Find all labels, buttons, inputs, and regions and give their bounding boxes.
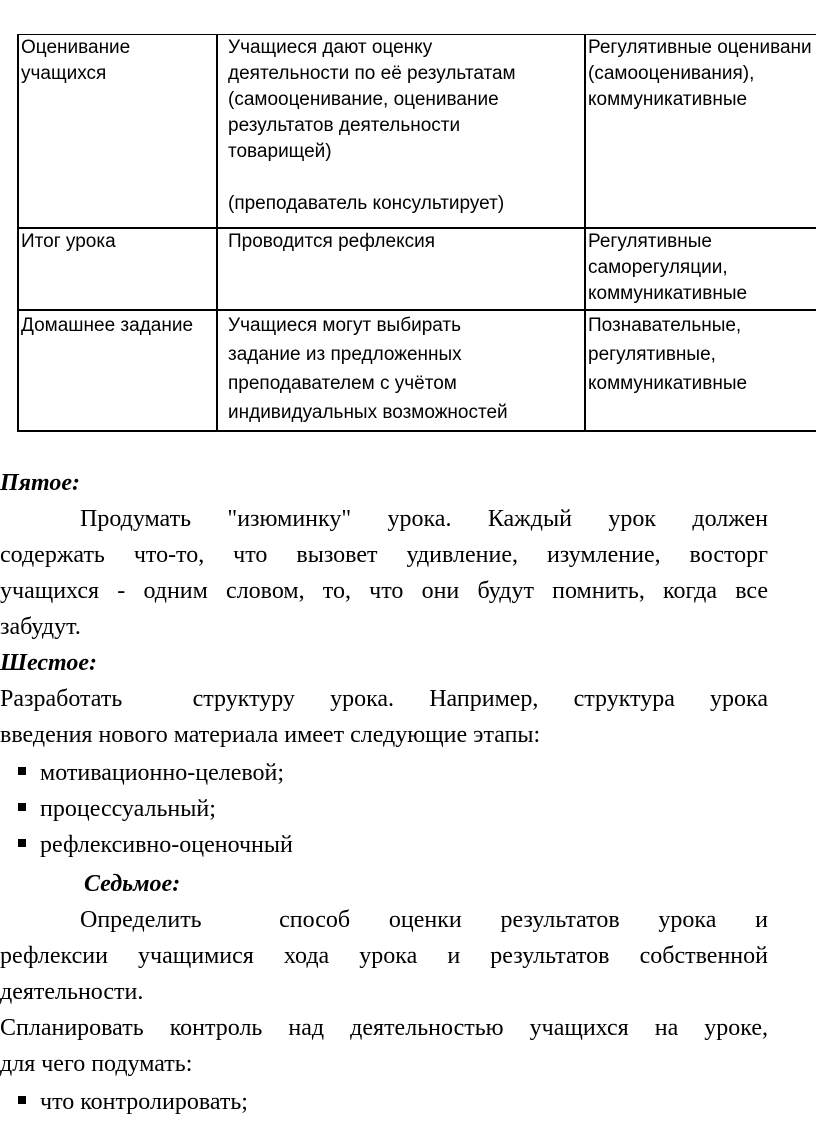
uud-line: (самооценивания), xyxy=(588,63,755,84)
list-item xyxy=(18,755,284,791)
table-cell-stage xyxy=(18,310,217,431)
section-heading-sixth: Шестое: xyxy=(0,650,98,676)
uud-line: Регулятивные оценивани xyxy=(588,37,812,58)
text-line: рефлексии учащимися хода урока и результатов собственной xyxy=(0,943,768,969)
section-heading-seventh: Седьмое: xyxy=(84,871,181,897)
table-row xyxy=(18,310,816,431)
table-row xyxy=(18,228,816,310)
activity-line: преподавателем с учётом xyxy=(228,372,457,394)
list-item xyxy=(18,827,293,863)
activity-line: задание из предложенных xyxy=(228,343,462,365)
bullet-icon xyxy=(18,803,26,811)
table-cell-stage xyxy=(18,35,217,228)
activity-line: результатов деятельности xyxy=(228,115,461,136)
list-item-text: рефлексивно-оценочный xyxy=(40,832,293,858)
table-cell-activity xyxy=(217,310,585,431)
uud-line: регулятивные, xyxy=(588,343,716,365)
activity-note: (преподаватель консультирует) xyxy=(228,193,505,214)
table-cell-uud xyxy=(585,35,816,228)
table-cell-uud xyxy=(585,310,816,431)
uud-line: коммуникативные xyxy=(588,372,748,394)
list-item-text: мотивационно-целевой; xyxy=(40,760,285,786)
text-line: Спланировать контроль над деятельностью учащихся на уроке, xyxy=(0,1015,768,1041)
uud-line: саморегуляции, xyxy=(588,256,728,278)
text-line: забудут. xyxy=(0,614,81,640)
table-cell-activity xyxy=(217,35,585,228)
table-cell-stage xyxy=(18,228,217,310)
list-item-text: процессуальный; xyxy=(40,796,216,822)
table-cell-uud xyxy=(585,228,816,310)
activity-line: деятельности по её результатам xyxy=(228,63,516,84)
lesson-stages-table xyxy=(17,34,816,432)
text-line: Разработать структуру урока. Например, структура урока xyxy=(0,686,768,712)
uud-line: Регулятивные xyxy=(588,230,712,252)
bullet-icon xyxy=(18,839,26,847)
stage-text: Домашнее задание xyxy=(21,314,194,336)
uud-line: Познавательные, xyxy=(588,314,742,336)
list-item xyxy=(18,1084,248,1120)
paragraph-seventh xyxy=(0,902,768,1082)
text-line: Продумать "изюминку" урока. Каждый урок должен xyxy=(80,506,768,532)
activity-line: Учащиеся дают оценку xyxy=(228,37,433,58)
activity-line: индивидуальных возможностей xyxy=(228,401,508,423)
stage-text: Оценивание учащихся xyxy=(21,37,131,84)
bullet-icon xyxy=(18,1096,26,1104)
activity-line: (самооценивание, оценивание xyxy=(228,89,499,110)
text-line: введения нового материала имеет следующие этапы: xyxy=(0,722,541,748)
spacer xyxy=(228,165,584,191)
text-line: Определить способ оценки результатов урока и xyxy=(80,907,768,933)
paragraph-fifth xyxy=(0,501,768,645)
text-line: учащихся - одним словом, то, что они будут помнить, когда все xyxy=(0,578,768,604)
table-row xyxy=(18,35,816,228)
bullet-icon xyxy=(18,767,26,775)
paragraph-sixth xyxy=(0,681,768,753)
uud-line: коммуникативные xyxy=(588,89,748,110)
section-heading-fifth: Пятое: xyxy=(0,470,81,496)
stage-text: Итог урока xyxy=(21,230,116,252)
uud-line: коммуникативные xyxy=(588,282,748,304)
text-line: деятельности. xyxy=(0,979,144,1005)
table-cell-activity xyxy=(217,228,585,310)
activity-line: Учащиеся могут выбирать xyxy=(228,314,462,336)
text-line: для чего подумать: xyxy=(0,1051,193,1077)
text-line: содержать что-то, что вызовет удивление, изумление, восторг xyxy=(0,542,768,568)
list-item xyxy=(18,791,216,827)
list-item-text: что контролировать; xyxy=(40,1089,248,1115)
activity-line: Проводится рефлексия xyxy=(228,230,436,252)
activity-line: товарищей) xyxy=(228,141,332,162)
